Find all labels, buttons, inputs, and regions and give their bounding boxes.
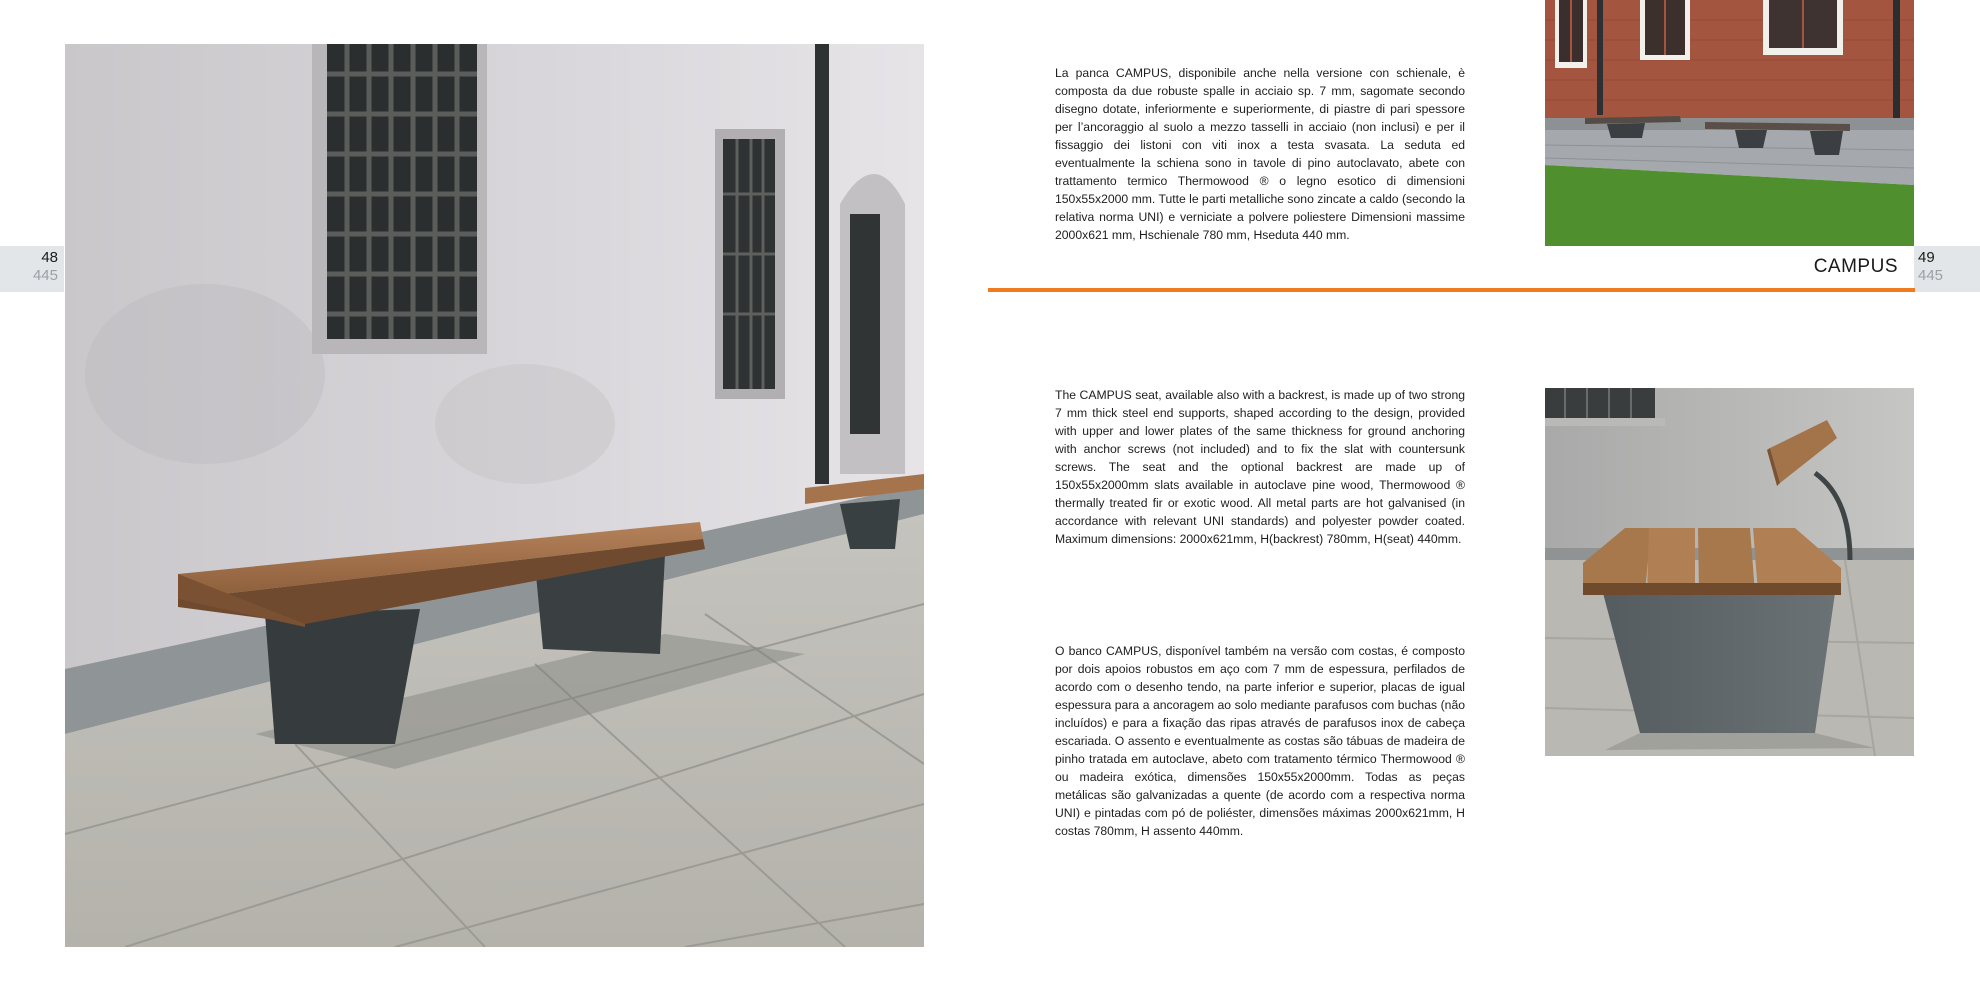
right-page-number: 49 xyxy=(1918,249,1935,266)
orange-divider-rule xyxy=(988,288,1915,292)
brick-building-benches-photo xyxy=(1545,0,1914,246)
product-title: CAMPUS xyxy=(1813,256,1898,277)
description-italian: La panca CAMPUS, disponibile anche nella versione con schienale, è composta da due robuste spalle in acciaio sp. 7 mm, sagomate secondo disegno dotate, inferiormente e superiormente, di piastre di pari spessore per l’ancoraggio al suolo a mezzo tasselli in acciaio (non inclusi) e per il fissaggio dei listoni con viti inox a testa svasata. La seduta ed eventualmente la schiena sono in tavole di pino autoclavato, abete con trattamento termico Thermowood ® o legno esotico di dimensioni 150x55x2000 mm. Tutte le parti metalliche sono zincate a caldo (secondo la relativa norma UNI) e verniciate a polvere poliestere Dimensioni massime 2000x621 mm, Hschienale 780 mm, Hseduta 440 mm. xyxy=(1055,66,1465,242)
left-page-total: 445 xyxy=(32,267,58,284)
right-page-number-tab xyxy=(1914,246,1980,292)
description-portuguese: O banco CAMPUS, disponível também na versão com costas, é composto por dois apoios robustos em aço com 7 mm de espessura, perfilados de acordo com o desenho tendo, na parte inferior e superior, placas de igual espessura para a ancoragem ao solo mediante parafusos com buchas (não incluídos) e para a fixação das ripas através de parafusos inox de cabeça escariada. O assento e eventualmente as costas são tábuas de madeira de pinho tratada em autoclave, abeto com tratamento térmico Thermowood ® ou madeira exótica, dimensões 150x55x2000mm. Todas as peças metálicas são galvanizadas a quente (de acordo com a respectiva norma UNI) e pintadas com pó de poliéster, dimensões máximas 2000x621mm, H costas 780mm, H assento 440mm. xyxy=(1055,644,1465,838)
right-page-total: 445 xyxy=(1918,267,1944,284)
left-page-number: 48 xyxy=(41,249,58,266)
left-page-number-tab xyxy=(0,246,64,292)
bench-backrest-detail-photo xyxy=(1545,388,1914,756)
main-bench-photo xyxy=(65,44,924,947)
description-english: The CAMPUS seat, available also with a backrest, is made up of two strong 7 mm thick steel end supports, shaped according to the design, provided with upper and lower plates of the same thickness for ground anchoring with anchor screws (not included) and to fix the slat with countersunk screws. The seat and the optional backrest are made up of 150x55x2000mm slats available in autoclave pine wood, Thermowood ® thermally treated fir or exotic wood. All metal parts are hot galvanised (in accordance with relevant UNI standards) and polyester powder coated. Maximum dimensions: 2000x621mm, H(backrest) 780mm, H(seat) 440mm. xyxy=(1055,388,1465,546)
